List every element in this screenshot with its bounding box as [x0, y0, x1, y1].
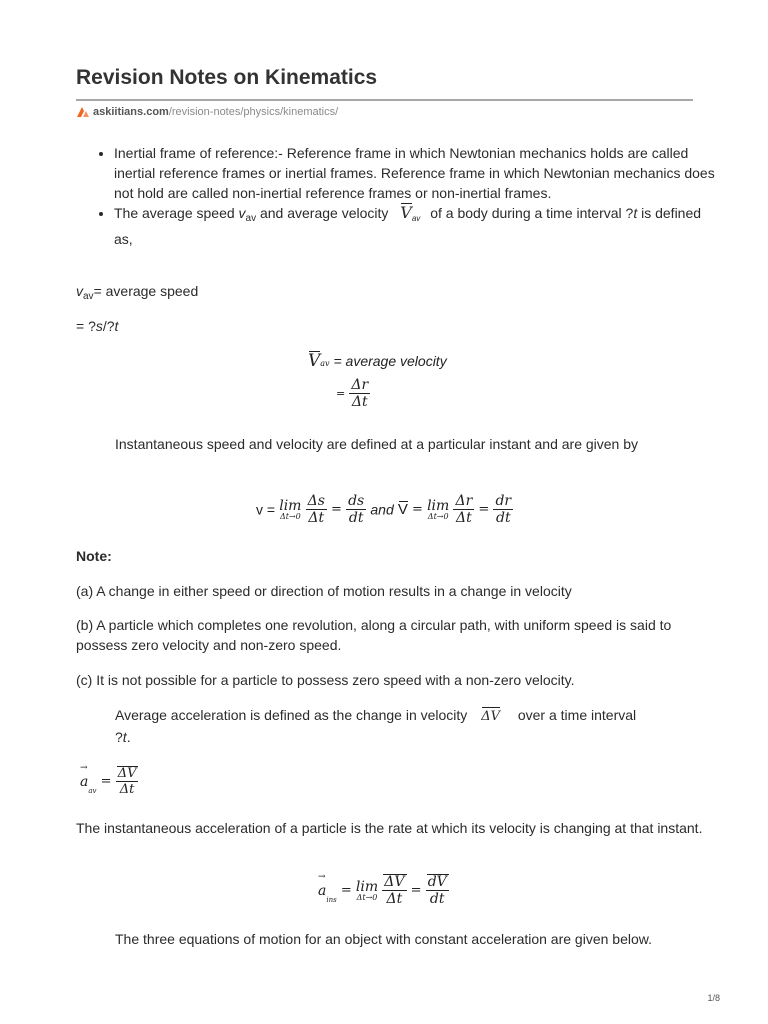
- avg-velocity-subscript: av: [320, 359, 330, 368]
- average-velocity-fraction: [336, 377, 370, 410]
- inst-eq-lim2-text: lim: [427, 498, 450, 514]
- page-title: Revision Notes on Kinematics: [76, 66, 378, 89]
- inst-eq-frac1-num: Δs: [307, 493, 325, 509]
- avg-speed-subscript: av: [83, 291, 94, 302]
- average-speed-definition: [76, 281, 198, 307]
- title-divider: [76, 99, 693, 101]
- avg-speed-formula-prefix: = ?: [76, 318, 96, 334]
- bullet2-v-symbol: v: [238, 205, 246, 221]
- inst-eq-frac4-den: dt: [495, 510, 511, 526]
- list-item-average-speed: [114, 203, 722, 249]
- avg-accel-dv-symbol: ΔV: [481, 707, 500, 727]
- inst-eq-velocity-symbol: V: [397, 501, 408, 518]
- inst-accel-eq-frac1-den: Δt: [386, 891, 403, 907]
- list-item-inertial-frame: • Inertial frame of reference:- Reference frame in which Newtonian mechanics holds are called inertial reference frames or inertial frames. Reference frame in which Newtonian mechanics does not hold are called non-inertial reference frames or non-inertial frames.: [114, 143, 722, 203]
- inst-eq-frac3-num: Δr: [455, 493, 473, 509]
- source-path[interactable]: /revision-notes/physics/kinematics/: [168, 106, 339, 118]
- instantaneous-intro: Instantaneous speed and velocity are defined at a particular instant and are given by: [115, 436, 639, 452]
- avg-accel-eq-frac: [116, 766, 139, 797]
- avg-accel-text-pre: Average acceleration is defined as the change in velocity: [115, 707, 472, 723]
- note-a: (a) A change in either speed or direction of motion results in a change in velocity: [76, 583, 572, 599]
- avg-speed-formula-slash: /?: [102, 318, 115, 334]
- avg-speed-formula-t: t: [114, 318, 119, 334]
- inst-eq-frac1: [306, 493, 327, 526]
- note-label: Note:: [76, 548, 112, 564]
- inst-eq-lim2: [427, 498, 449, 521]
- note-c: (c) It is not possible for a particle to possess zero speed with a non-zero velocity.: [76, 672, 575, 688]
- instantaneous-acceleration-equation: [318, 874, 449, 907]
- bullet2-text-mid: and average velocity: [256, 205, 393, 221]
- inst-accel-eq-lim-sub: Δt→0: [356, 893, 378, 902]
- inst-eq-equals1: =: [331, 502, 342, 517]
- avg-velocity-den: Δt: [351, 394, 368, 410]
- avg-accel-eq-equals: =: [100, 774, 112, 789]
- avg-accel-eq-den: Δt: [119, 782, 135, 797]
- avg-accel-line2-pre: ?: [115, 729, 123, 745]
- inst-accel-eq-equals2: =: [410, 883, 422, 898]
- inst-accel-eq-frac2-den: dt: [429, 891, 445, 907]
- inst-eq-frac3-den: Δt: [455, 510, 472, 526]
- bullet2-text-pre: The average speed: [114, 205, 239, 221]
- bullet2-velocity-symbol: V: [400, 203, 412, 222]
- inst-eq-frac2-den: dt: [348, 510, 364, 526]
- inst-eq-frac3: [453, 493, 474, 526]
- avg-accel-line2-end: .: [126, 729, 131, 745]
- inst-eq-lim1-sub: Δt→0: [279, 512, 301, 521]
- avg-speed-formula-s: s: [95, 318, 103, 334]
- inst-accel-eq-frac2: [426, 874, 449, 907]
- inst-accel-eq-frac1-num: ΔV: [384, 874, 405, 890]
- inst-eq-lim1-text: lim: [279, 498, 302, 514]
- askiitians-logo-icon: [76, 106, 90, 121]
- average-velocity-equation: [308, 351, 447, 371]
- avg-velocity-text: = average velocity: [329, 353, 447, 369]
- bullet2-text-end: is defined as,: [114, 205, 702, 247]
- bullet2-velocity-subscript: av: [411, 214, 421, 223]
- inst-eq-frac2: [346, 493, 366, 526]
- average-acceleration-text: [115, 705, 700, 747]
- avg-velocity-frac: [349, 377, 370, 410]
- inst-accel-eq-sub: ins: [326, 896, 337, 904]
- inst-eq-equals2: =: [412, 502, 423, 517]
- avg-velocity-equals: =: [336, 387, 346, 400]
- inst-eq-lim1: [279, 498, 301, 521]
- avg-speed-symbol: v: [76, 283, 83, 299]
- page-number: 1/8: [707, 993, 720, 1003]
- inst-accel-eq-equals1: =: [340, 883, 352, 898]
- inst-accel-eq-frac1: [382, 874, 406, 907]
- inst-eq-lim2-sub: Δt→0: [427, 512, 449, 521]
- instantaneous-equation: [256, 493, 513, 526]
- avg-accel-eq-sub: av: [88, 787, 97, 795]
- definition-list: [94, 143, 722, 249]
- inst-eq-lhs: v =: [256, 501, 276, 518]
- inst-accel-eq-frac2-num: dV: [427, 874, 447, 890]
- bullet2-v-subscript: av: [245, 213, 257, 224]
- average-speed-formula: [76, 316, 118, 336]
- instantaneous-acceleration-text: The instantaneous acceleration of a particle is the rate at which its velocity is changing at that instant.: [76, 820, 703, 836]
- avg-accel-eq-a: → a: [80, 774, 88, 790]
- avg-speed-text: = average speed: [93, 283, 199, 299]
- bullet2-text-post: of a body during a time interval ?: [426, 205, 634, 221]
- note-b: (b) A particle which completes one revolution, along a circular path, with uniform speed is said to possess zero velocity and non-zero speed.: [76, 617, 672, 653]
- inst-eq-frac1-den: Δt: [308, 510, 325, 526]
- avg-velocity-symbol: V: [308, 351, 321, 371]
- inst-eq-and: and: [370, 501, 394, 518]
- inst-accel-eq-lim: [356, 879, 378, 902]
- inst-accel-eq-lim-text: lim: [355, 879, 379, 895]
- inst-eq-frac2-num: ds: [348, 493, 365, 509]
- source-link[interactable]: [76, 106, 338, 121]
- avg-accel-t: t: [122, 729, 127, 745]
- avg-accel-eq-num: ΔV: [117, 766, 137, 781]
- inst-eq-frac4-num: dr: [495, 493, 512, 509]
- source-domain[interactable]: askiitians.com: [93, 106, 169, 118]
- equations-of-motion-intro: The three equations of motion for an object with constant acceleration are given below.: [115, 931, 652, 947]
- inst-eq-equals3: =: [478, 502, 490, 517]
- avg-accel-text-post: over a time interval: [513, 707, 637, 723]
- bullet2-t-symbol: t: [633, 205, 638, 221]
- avg-velocity-num: Δr: [351, 377, 369, 393]
- average-acceleration-equation: [80, 766, 138, 797]
- inst-eq-frac4: [493, 493, 513, 526]
- inst-accel-eq-a: → a: [318, 883, 326, 899]
